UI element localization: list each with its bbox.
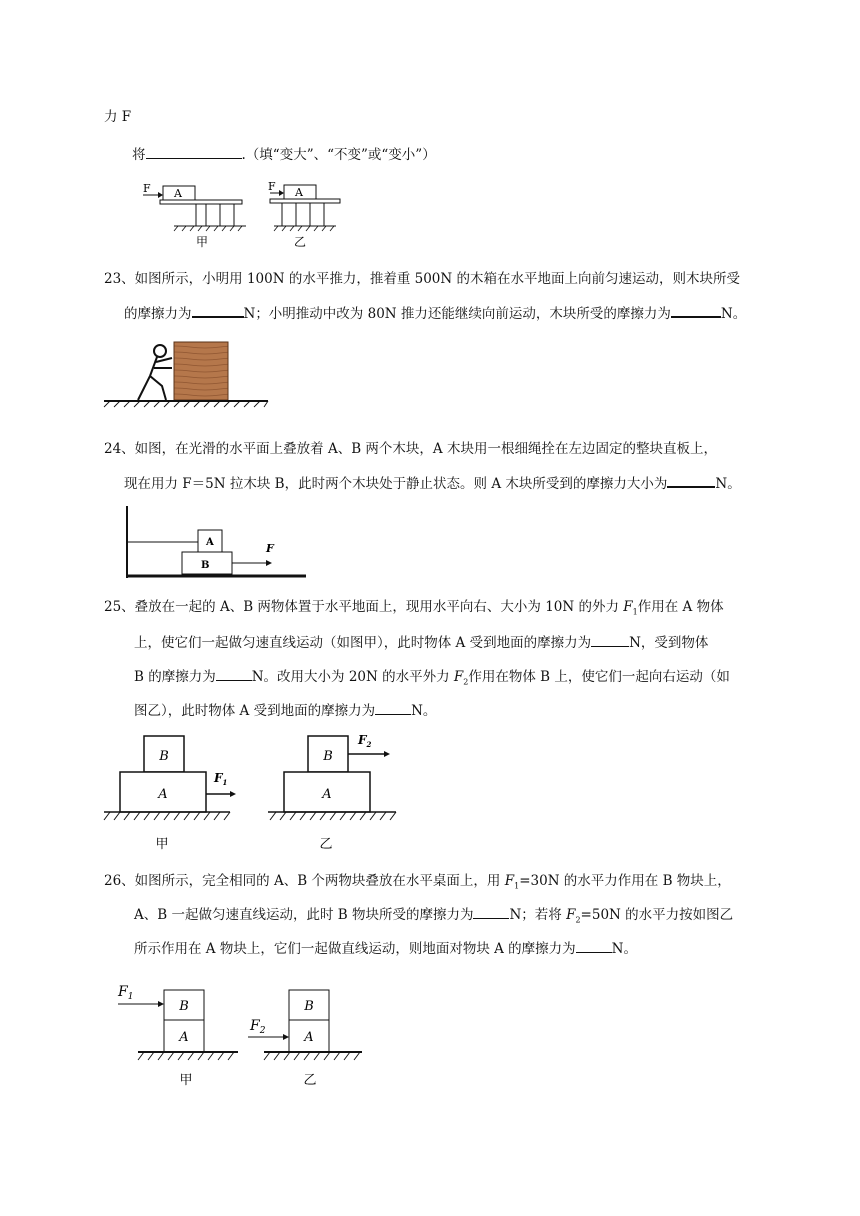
q25-line3-b: N。改用大小为 20N 的水平外力 [251, 669, 454, 685]
q26-yi-force-label [249, 1018, 266, 1036]
q25-figure [100, 730, 410, 856]
q26-line3-prefix: 所示作用在 A 物块上，它们一起做直线运动，则地面对物块 A 的摩擦力为 [134, 941, 576, 957]
q23-line1: 23、如图所示，小明用 100N 的水平推力，推着重 500N 的木箱在水平地面上向前匀速运动，则木块所受 [104, 271, 741, 287]
q24-line2-prefix: 现在用力 F＝5N 拉木块 B，此时两个木块处于静止状态。则 A 木块所受到的摩擦力大小为 [124, 476, 668, 492]
q26-jia-force-label [117, 984, 133, 1002]
q25-line1 [104, 598, 724, 622]
q25-jia-force-F: F [214, 771, 223, 785]
q26-line1-a: 26、如图所示，完全相同的 A、B 个两物块叠放在水平桌面上，用 [104, 873, 505, 889]
q25-line3-c: 作用在物体 B 上，使它们一起向右运动（如 [468, 669, 730, 685]
q25-yi-label: 乙 [319, 837, 333, 852]
q25-line2-prefix: 上，使它们一起做匀速直线运动（如图甲），此时物体 A 受到地面的摩擦力为 [134, 635, 592, 651]
q25-jia-force-sub: 1 [222, 778, 228, 787]
q25-jia-block-b-label: B [159, 749, 169, 764]
q26-yi-block-a-label: A [304, 1030, 314, 1045]
q26-line3 [134, 938, 637, 958]
q23-line2 [124, 302, 746, 323]
q25-line4 [134, 700, 436, 720]
q23-answer-blank-2[interactable] [671, 302, 721, 318]
q22-answer-blank[interactable] [146, 144, 242, 159]
q26-jia-force-F: F [118, 984, 128, 1000]
q26-answer-blank-2[interactable] [576, 938, 612, 953]
q25-yi-force-sub: 2 [366, 740, 372, 749]
q25-line3-a: B 的摩擦力为 [134, 669, 216, 685]
q26-line3-suffix: N。 [611, 941, 637, 957]
q25-line3-force: F [453, 669, 464, 685]
q26-figure [110, 980, 390, 1090]
q25-line2 [134, 632, 708, 652]
q25-jia-block-a-label: A [158, 787, 168, 802]
q22-yi-label: 乙 [293, 235, 307, 249]
q22-line2-suffix: .（填“变大”、“不变”或“变小”） [241, 147, 436, 163]
q22-line1: 力 F [104, 109, 132, 125]
q24-block-a-label: A [206, 537, 214, 548]
q23-person [138, 345, 172, 400]
q25-answer-blank-3[interactable] [375, 700, 411, 715]
q25-jia-force-label [213, 771, 227, 787]
q24-block-b-label: B [201, 560, 210, 571]
q25-line3-sub: 2 [463, 677, 469, 687]
q26-jia-block-b-label: B [179, 999, 189, 1014]
q26-line2 [134, 904, 733, 930]
q25-line2-suffix: N，受到物体 [629, 635, 709, 651]
q24-figure [122, 504, 310, 584]
q26-line1-b: =30N 的水平力作用在 B 物块上， [519, 873, 731, 889]
q26-jia-force-sub: 1 [127, 992, 134, 1002]
q25-yi-block-a-label: A [322, 787, 332, 802]
q22-yi-block-label: A [295, 186, 303, 199]
q23-line2-prefix: 的摩擦力为 [124, 306, 192, 322]
q23-line2-mid: N；小明推动中改为 80N 推力还能继续向前运动，木块所受的摩擦力为 [243, 306, 671, 322]
q26-yi-force-sub: 2 [259, 1026, 266, 1036]
q25-yi-force-F: F [358, 733, 367, 747]
q26-line2-c: =50N 的水平力按如图乙 [580, 907, 734, 923]
q22-jia-plank [160, 200, 242, 204]
q22-figure [140, 178, 350, 250]
q26-line2-force: F [566, 907, 576, 923]
q25-yi-block-b-label: B [323, 749, 333, 764]
q26-yi-block-b-label: B [304, 999, 314, 1014]
q25-jia-label: 甲 [155, 837, 169, 852]
q26-line1 [104, 872, 731, 896]
q25-yi-force-label [357, 733, 372, 749]
q22-jia-block-label: A [174, 187, 182, 200]
q26-line2-sub: 2 [575, 915, 581, 925]
q26-jia-block-a-label: A [179, 1030, 189, 1045]
q25-answer-blank-1[interactable] [591, 632, 629, 647]
q24-line2 [124, 472, 741, 493]
q26-line2-b: N；若将 [509, 907, 567, 923]
q26-line1-sub: 1 [514, 881, 520, 891]
q25-line1-force: F [623, 599, 633, 615]
q25-answer-blank-2[interactable] [216, 666, 252, 681]
q23-answer-blank-1[interactable] [192, 302, 244, 318]
q23-wooden-box [174, 342, 228, 400]
q22-line2-prefix: 将 [132, 147, 146, 163]
q22-jia-force-label: F [143, 182, 151, 195]
q26-line2-a: A、B 一起做匀速直线运动，此时 B 物块所受的摩擦力为 [134, 907, 474, 923]
q25-line4-prefix: 图乙），此时物体 A 受到地面的摩擦力为 [134, 703, 376, 719]
q25-line3 [134, 666, 730, 692]
q26-answer-blank-1[interactable] [473, 904, 509, 919]
q25-line1-b: 作用在 A 物体 [637, 599, 724, 615]
q26-yi-force-F: F [250, 1018, 260, 1034]
q22-jia-label: 甲 [195, 235, 209, 249]
q22-yi-force-label: F [268, 180, 276, 193]
q23-line2-suffix: N。 [720, 306, 747, 322]
q24-line1: 24、如图，在光滑的水平面上叠放着 A、B 两个木块，A 木块用一根细绳拴在左边固定的整块直板上， [104, 441, 717, 457]
q25-line1-sub: 1 [632, 607, 638, 617]
q23-figure [100, 338, 272, 410]
q22-yi-plank [270, 199, 340, 203]
q25-line1-a: 25、叠放在一起的 A、B 两物体置于水平地面上，现用水平向右、大小为 10N 的外力 [104, 599, 624, 615]
q24-answer-blank[interactable] [667, 472, 715, 488]
q26-line1-force: F [504, 873, 515, 889]
q26-yi-label: 乙 [303, 1073, 317, 1088]
q25-line4-suffix: N。 [411, 703, 437, 719]
q22-line2 [132, 144, 436, 164]
q26-jia-label: 甲 [179, 1073, 193, 1088]
q24-force-label: F [266, 542, 274, 555]
q24-line2-suffix: N。 [715, 476, 741, 492]
